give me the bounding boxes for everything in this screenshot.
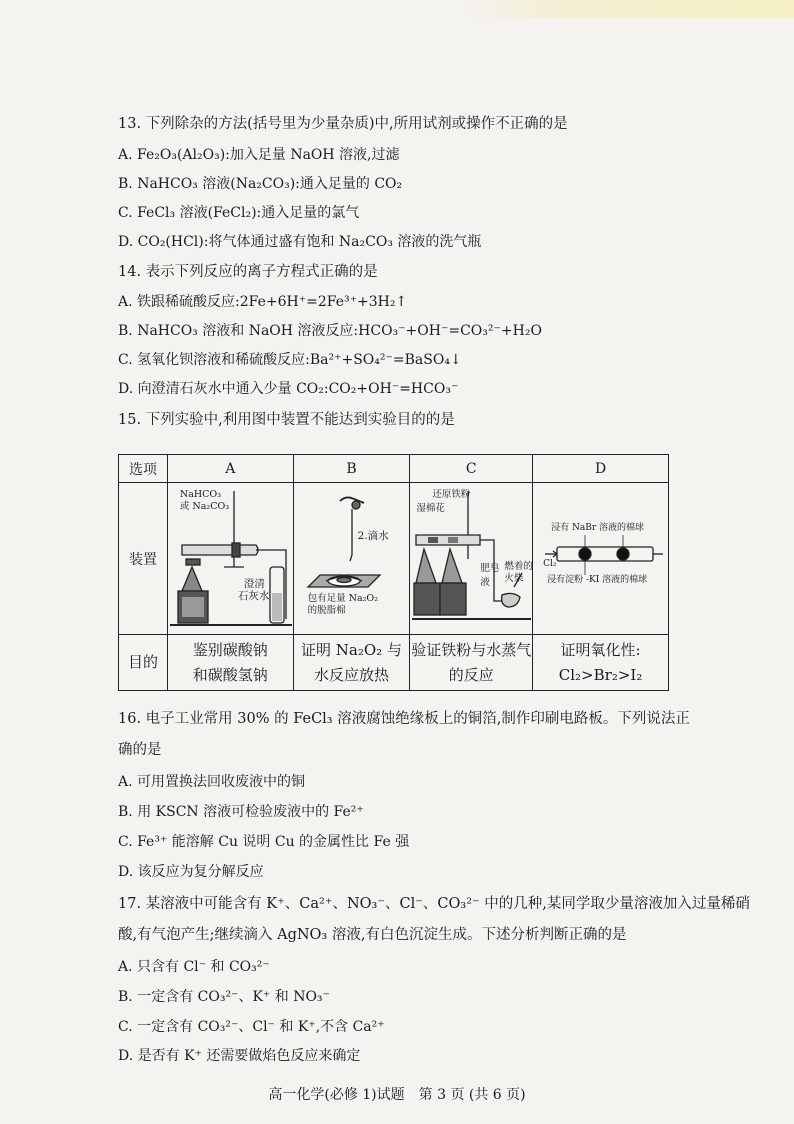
row-label-purpose: 目的 [119, 635, 168, 691]
device-a-label-1: NaHCO₃ [179, 489, 222, 500]
q16-stem-line-2: 确的是 [118, 742, 162, 758]
q16-stem-line-1: 16. 电子工业常用 30% 的 FeCl₃ 溶液腐蚀绝缘板上的铜箔,制作印刷电路板。下列说法正 [118, 711, 690, 727]
device-c-label-3: 肥皂 [480, 563, 500, 574]
purpose-c [410, 635, 533, 691]
device-b-cell [293, 483, 410, 635]
q14-option-c: C. 氢氧化钡溶液和稀硫酸反应:Ba²⁺+SO₄²⁻=BaSO₄↓ [118, 352, 462, 368]
purpose-c-line-2: 的反应 [448, 665, 494, 684]
purpose-d-line-2: Cl₂>Br₂>I₂ [558, 665, 643, 684]
q16-option-a: A. 可用置换法回收废液中的铜 [118, 774, 306, 790]
q15-experiment-table [118, 454, 669, 691]
q13-stem: 13. 下列除杂的方法(括号里为少量杂质)中,所用试剂或操作不正确的是 [118, 116, 568, 132]
row-label-device: 装置 [119, 483, 168, 635]
device-d-label-2: Cl₂ [543, 559, 557, 569]
device-d-cell [533, 483, 669, 635]
device-a-label-2: 或 Na₂CO₃ [179, 501, 230, 512]
header-a: A [167, 455, 293, 483]
device-c-label-1: 还原铁粉 [432, 489, 471, 500]
q15-stem: 15. 下列实验中,利用图中装置不能达到实验目的的是 [118, 412, 455, 428]
purpose-c-line-1: 验证铁粉与水蒸气 [411, 640, 532, 659]
device-c-cell [410, 483, 533, 635]
q14-stem: 14. 表示下列反应的离子方程式正确的是 [118, 264, 378, 280]
q13-option-a: A. Fe₂O₃(Al₂O₃):加入足量 NaOH 溶液,过滤 [118, 147, 400, 163]
device-c-label-6: 火柴 [504, 573, 524, 584]
purpose-b-line-1: 证明 Na₂O₂ 与 [301, 640, 402, 659]
q13-option-b: B. NaHCO₃ 溶液(Na₂CO₃):通入足量的 CO₂ [118, 176, 403, 192]
device-a-label-3: 澄清 [243, 578, 265, 590]
device-b-label-1: 2.滴水 [357, 530, 389, 542]
device-c-label-5: 燃着的 [504, 561, 533, 572]
device-a-cell [167, 483, 293, 635]
purpose-d-line-1: 证明氧化性: [560, 640, 641, 659]
q17-option-b: B. 一定含有 CO₃²⁻、K⁺ 和 NO₃⁻ [118, 989, 330, 1005]
q17-stem-line-2: 酸,有气泡产生;继续滴入 AgNO₃ 溶液,有白色沉淀生成。下述分析判断正确的是 [118, 927, 627, 943]
q14-option-b: B. NaHCO₃ 溶液和 NaOH 溶液反应:HCO₃⁻+OH⁻=CO₃²⁻+H₂O [118, 323, 542, 339]
q17-stem-line-1: 17. 某溶液中可能含有 K⁺、Ca²⁺、NO₃⁻、Cl⁻、CO₃²⁻ 中的几种,某同学取少量溶液加入过量稀硝 [118, 896, 750, 912]
purpose-d [533, 635, 669, 691]
q14-option-a: A. 铁跟稀硫酸反应:2Fe+6H⁺=2Fe³⁺+3H₂↑ [118, 294, 408, 310]
q17-option-c: C. 一定含有 CO₃²⁻、Cl⁻ 和 K⁺,不含 Ca²⁺ [118, 1019, 385, 1035]
device-d-label-3: 浸有淀粉 -KI 溶液的棉球 [547, 575, 648, 585]
purpose-a [167, 635, 293, 691]
q14-option-d: D. 向澄清石灰水中通入少量 CO₂:CO₂+OH⁻=HCO₃⁻ [118, 381, 459, 397]
q16-option-d: D. 该反应为复分解反应 [118, 864, 264, 880]
header-b: B [293, 455, 410, 483]
q16-option-b: B. 用 KSCN 溶液可检验废液中的 Fe²⁺ [118, 804, 364, 820]
device-b-label-2: 包有足量 Na₂O₂ [307, 593, 379, 604]
q13-option-d: D. CO₂(HCl):将气体通过盛有饱和 Na₂CO₃ 溶液的洗气瓶 [118, 234, 482, 250]
q17-option-a: A. 只含有 Cl⁻ 和 CO₃²⁻ [118, 959, 270, 975]
device-c-label-4: 液 [480, 577, 490, 588]
purpose-a-line-2: 和碳酸氢钠 [192, 665, 268, 684]
q17-option-d: D. 是否有 K⁺ 还需要做焰色反应来确定 [118, 1048, 361, 1064]
q13-option-c: C. FeCl₃ 溶液(FeCl₂):通入足量的氯气 [118, 205, 360, 221]
device-c-label-2: 湿棉花 [416, 503, 445, 514]
q16-option-c: C. Fe³⁺ 能溶解 Cu 说明 Cu 的金属性比 Fe 强 [118, 834, 410, 850]
page-footer: 高一化学(必修 1)试题 第 3 页 (共 6 页) [268, 1087, 526, 1103]
device-a-label-4: 石灰水 [237, 590, 270, 602]
header-d: D [533, 455, 669, 483]
purpose-b [293, 635, 410, 691]
header-c: C [410, 455, 533, 483]
purpose-b-line-2: 水反应放热 [314, 665, 390, 684]
device-d-label-1: 浸有 NaBr 溶液的棉球 [551, 523, 644, 533]
device-b-label-3: 的脱脂棉 [307, 605, 346, 616]
purpose-a-line-1: 鉴别碳酸钠 [192, 640, 268, 659]
scan-top-band [0, 0, 794, 18]
header-option: 选项 [119, 455, 168, 483]
